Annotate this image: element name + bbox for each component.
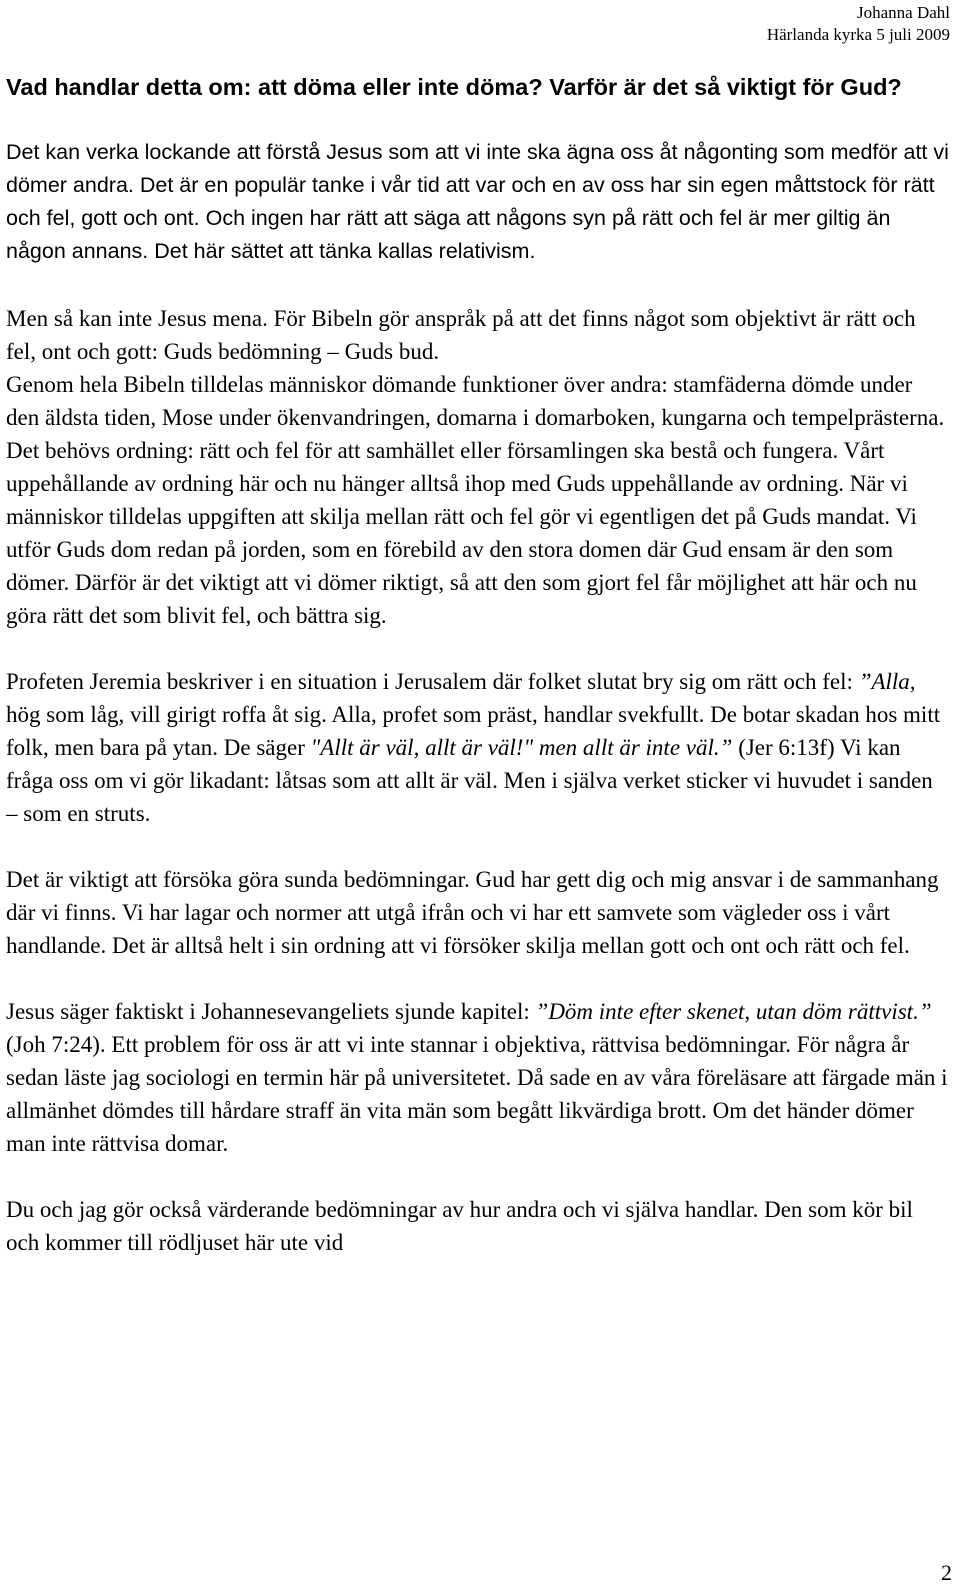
section-heading: Vad handlar detta om: att döma eller inte döma? Varför är det så viktigt för Gud?: [6, 74, 902, 100]
john-text-2: (Joh 7:24). Ett problem för oss är att vi inte stannar i objektiva, rättvisa bedömningar. För några år sedan läste jag sociologi en termin här på universitetet. Då sade en av våra föreläsare att färgade män i allmänhet dömdes till hårdare straff än vita män som begått likvärdiga brott. Om det händer dömer man inte rättvisa domar.: [6, 1032, 948, 1156]
header-place-date: Härlanda kyrka 5 juli 2009: [766, 25, 950, 44]
jeremiah-text-1: Profeten Jeremia beskriver i en situation i Jerusalem där folket slutat bry sig om rätt och fel:: [6, 669, 859, 694]
page-number: 2: [941, 1560, 952, 1585]
jeremiah-text-3: (Jer 6:13f) Vi kan fråga oss om vi gör likadant: låtsas som att allt är väl. Men i själva verket sticker vi huvudet i sanden – som en struts.: [6, 735, 933, 826]
jeremiah-quote-2: "Allt är väl, allt är väl!" men allt är inte väl.”: [310, 735, 733, 760]
paragraph-jesus-meaning: Men så kan inte Jesus mena. För Bibeln gör anspråk på att det finns något som objektivt är rätt och fel, ont och gott: Guds bedömning – Guds bud.: [6, 306, 916, 364]
page-header: [767, 2, 950, 46]
paragraph-sound-judgement: Det är viktigt att försöka göra sunda bedömningar. Gud har gett dig och mig ansvar i de sammanhang där vi finns. Vi har lagar och normer att utgå ifrån och vi har ett samvete som vägleder oss i vårt handlande. Det är alltså helt i sin ordning att vi försöker skilja mellan gott och ont och rätt och fel.: [6, 867, 939, 958]
document-body: [6, 70, 950, 1259]
paragraph-john-quote: [6, 995, 950, 1160]
jeremiah-quote-1: ”Alla,: [858, 669, 916, 694]
jeremiah-text-2: hög som låg, vill girigt roffa åt sig. Alla, profet som präst, handlar svekfullt. De botar skadan hos mitt folk, men bara på ytan. De säger: [6, 702, 941, 760]
john-quote: ”Döm inte efter skenet, utan döm rättvist.”: [535, 999, 932, 1024]
header-author: Johanna Dahl: [856, 3, 950, 22]
paragraph-relativism: Det kan verka lockande att förstå Jesus som att vi inte ska ägna oss åt någonting som medför att vi dömer andra. Det är en populär tanke i vår tid att var och en av oss har sin egen måttstock för rätt och fel, gott och ont. Och ingen har rätt att säga att någons syn på rätt och fel är mer giltig än någon annans. Det här sättet att tänka kallas relativism.: [6, 140, 949, 263]
john-text-1: Jesus säger faktiskt i Johannesevangeliets sjunde kapitel:: [6, 999, 536, 1024]
paragraph-jeremiah: [6, 665, 950, 830]
paragraph-evaluations: Du och jag gör också värderande bedömningar av hur andra och vi själva handlar. Den som kör bil och kommer till rödljuset här ute vid: [6, 1197, 913, 1255]
paragraph-bible-judges: Genom hela Bibeln tilldelas människor dömande funktioner över andra: stamfäderna dömde under den äldsta tiden, Mose under ökenvandringen, domarna i domarboken, kungarna och tempelprästerna. Det behövs ordning: rätt och fel för att samhället eller församlingen ska bestå och fungera. Vårt uppehållande av ordning här och nu hänger alltså ihop med Guds uppehållande av ordning. När vi människor tilldelas uppgiften att skilja mellan rätt och fel gör vi egentligen det på Guds mandat. Vi utför Guds dom redan på jorden, som en förebild av den stora domen där Gud ensam är den som dömer. Därför är det viktigt att vi dömer riktigt, så att den som gjort fel får möjlighet att här och nu göra rätt det som blivit fel, och bättra sig.: [6, 372, 945, 628]
